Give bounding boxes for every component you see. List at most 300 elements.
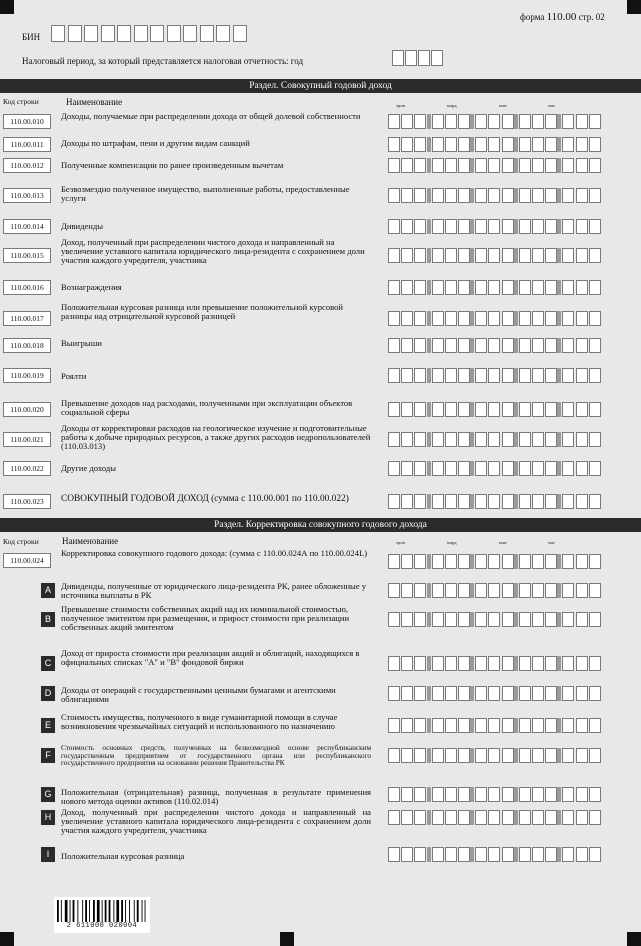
amount-digit-cell[interactable] [502, 847, 514, 862]
amount-digit-cell[interactable] [589, 847, 601, 862]
amount-digit-cell[interactable] [562, 402, 574, 417]
amount-digit-cell[interactable] [576, 656, 588, 671]
amount-digit-cell[interactable] [401, 787, 413, 802]
amount-digit-cell[interactable] [445, 432, 457, 447]
amount-digit-cell[interactable] [532, 810, 544, 825]
amount-digit-cell[interactable] [488, 368, 500, 383]
amount-digit-cell[interactable] [488, 461, 500, 476]
amount-digit-cell[interactable] [475, 847, 487, 862]
amount-digit-cell[interactable] [562, 748, 574, 763]
amount-digit-cell[interactable] [532, 461, 544, 476]
amount-digit-cell[interactable] [545, 612, 557, 627]
amount-digit-cell[interactable] [576, 158, 588, 173]
amount-digit-cell[interactable] [502, 114, 514, 129]
amount-digit-cell[interactable] [401, 114, 413, 129]
amount-digit-cell[interactable] [488, 787, 500, 802]
amount-digit-cell[interactable] [414, 188, 426, 203]
amount-digit-cell[interactable] [414, 402, 426, 417]
amount-digit-cell[interactable] [488, 248, 500, 263]
amount-digit-cell[interactable] [414, 461, 426, 476]
amount-digit-cell[interactable] [589, 248, 601, 263]
amount-digit-cell[interactable] [519, 158, 531, 173]
amount-digit-cell[interactable] [445, 583, 457, 598]
amount-digit-cell[interactable] [475, 188, 487, 203]
amount-digit-cell[interactable] [502, 248, 514, 263]
amount-digit-cell[interactable] [502, 219, 514, 234]
amount-digit-cell[interactable] [576, 494, 588, 509]
amount-digit-cell[interactable] [445, 338, 457, 353]
amount-digit-cell[interactable] [488, 114, 500, 129]
amount-digit-cell[interactable] [576, 810, 588, 825]
amount-digit-cell[interactable] [519, 612, 531, 627]
amount-digit-cell[interactable] [445, 718, 457, 733]
amount-digit-cell[interactable] [589, 280, 601, 295]
amount-digit-cell[interactable] [445, 494, 457, 509]
amount-digit-cell[interactable] [562, 114, 574, 129]
year-digit-cell[interactable] [392, 50, 404, 66]
amount-digit-cell[interactable] [532, 311, 544, 326]
amount-digit-cell[interactable] [502, 748, 514, 763]
amount-digit-cell[interactable] [445, 787, 457, 802]
amount-digit-cell[interactable] [532, 338, 544, 353]
amount-digit-cell[interactable] [502, 461, 514, 476]
amount-digit-cell[interactable] [502, 656, 514, 671]
amount-digit-cell[interactable] [401, 432, 413, 447]
bin-digit-cell[interactable] [101, 25, 115, 42]
amount-digit-cell[interactable] [432, 810, 444, 825]
amount-digit-cell[interactable] [488, 494, 500, 509]
amount-digit-cell[interactable] [458, 368, 470, 383]
amount-digit-cell[interactable] [562, 583, 574, 598]
amount-digit-cell[interactable] [519, 338, 531, 353]
amount-digit-cell[interactable] [519, 219, 531, 234]
amount-digit-cell[interactable] [532, 748, 544, 763]
bin-digit-cell[interactable] [84, 25, 98, 42]
amount-digit-cell[interactable] [519, 494, 531, 509]
amount-digit-cell[interactable] [445, 810, 457, 825]
amount-digit-cell[interactable] [545, 137, 557, 152]
amount-digit-cell[interactable] [388, 583, 400, 598]
amount-digit-cell[interactable] [576, 554, 588, 569]
amount-digit-cell[interactable] [475, 583, 487, 598]
amount-digit-cell[interactable] [458, 787, 470, 802]
amount-digit-cell[interactable] [432, 748, 444, 763]
amount-digit-cell[interactable] [589, 188, 601, 203]
amount-digit-cell[interactable] [488, 402, 500, 417]
amount-digit-cell[interactable] [532, 219, 544, 234]
amount-digit-cell[interactable] [475, 787, 487, 802]
amount-digit-cell[interactable] [519, 787, 531, 802]
amount-digit-cell[interactable] [519, 461, 531, 476]
amount-digit-cell[interactable] [545, 810, 557, 825]
amount-digit-cell[interactable] [576, 219, 588, 234]
amount-digit-cell[interactable] [545, 554, 557, 569]
amount-digit-cell[interactable] [445, 554, 457, 569]
amount-digit-cell[interactable] [388, 137, 400, 152]
amount-digit-cell[interactable] [502, 494, 514, 509]
amount-digit-cell[interactable] [432, 656, 444, 671]
amount-digit-cell[interactable] [589, 432, 601, 447]
amount-digit-cell[interactable] [532, 612, 544, 627]
amount-digit-cell[interactable] [445, 847, 457, 862]
amount-digit-cell[interactable] [414, 137, 426, 152]
amount-digit-cell[interactable] [519, 188, 531, 203]
amount-digit-cell[interactable] [432, 718, 444, 733]
amount-digit-cell[interactable] [589, 311, 601, 326]
amount-digit-cell[interactable] [576, 847, 588, 862]
amount-digit-cell[interactable] [502, 137, 514, 152]
amount-digit-cell[interactable] [545, 583, 557, 598]
amount-digit-cell[interactable] [562, 432, 574, 447]
amount-digit-cell[interactable] [445, 402, 457, 417]
amount-digit-cell[interactable] [488, 311, 500, 326]
amount-digit-cell[interactable] [432, 219, 444, 234]
amount-digit-cell[interactable] [432, 787, 444, 802]
amount-digit-cell[interactable] [589, 114, 601, 129]
amount-digit-cell[interactable] [475, 137, 487, 152]
amount-digit-cell[interactable] [432, 494, 444, 509]
amount-digit-cell[interactable] [589, 368, 601, 383]
amount-digit-cell[interactable] [576, 114, 588, 129]
amount-digit-cell[interactable] [445, 188, 457, 203]
amount-digit-cell[interactable] [488, 280, 500, 295]
amount-digit-cell[interactable] [576, 280, 588, 295]
amount-digit-cell[interactable] [519, 583, 531, 598]
amount-digit-cell[interactable] [589, 402, 601, 417]
amount-digit-cell[interactable] [388, 554, 400, 569]
amount-digit-cell[interactable] [502, 583, 514, 598]
amount-digit-cell[interactable] [576, 402, 588, 417]
amount-digit-cell[interactable] [502, 612, 514, 627]
amount-digit-cell[interactable] [562, 787, 574, 802]
amount-digit-cell[interactable] [458, 686, 470, 701]
amount-digit-cell[interactable] [532, 248, 544, 263]
amount-digit-cell[interactable] [445, 114, 457, 129]
amount-digit-cell[interactable] [414, 368, 426, 383]
amount-digit-cell[interactable] [562, 311, 574, 326]
amount-digit-cell[interactable] [414, 847, 426, 862]
amount-digit-cell[interactable] [475, 461, 487, 476]
amount-digit-cell[interactable] [445, 656, 457, 671]
amount-digit-cell[interactable] [432, 554, 444, 569]
amount-digit-cell[interactable] [488, 432, 500, 447]
amount-digit-cell[interactable] [532, 554, 544, 569]
bin-digit-cell[interactable] [134, 25, 148, 42]
amount-digit-cell[interactable] [475, 248, 487, 263]
amount-digit-cell[interactable] [432, 338, 444, 353]
amount-digit-cell[interactable] [414, 248, 426, 263]
year-digit-cell[interactable] [405, 50, 417, 66]
amount-digit-cell[interactable] [414, 787, 426, 802]
amount-digit-cell[interactable] [414, 114, 426, 129]
amount-digit-cell[interactable] [562, 847, 574, 862]
amount-digit-cell[interactable] [576, 686, 588, 701]
amount-digit-cell[interactable] [519, 137, 531, 152]
amount-digit-cell[interactable] [589, 583, 601, 598]
amount-digit-cell[interactable] [488, 338, 500, 353]
bin-digit-cell[interactable] [183, 25, 197, 42]
amount-digit-cell[interactable] [388, 847, 400, 862]
amount-digit-cell[interactable] [502, 686, 514, 701]
amount-digit-cell[interactable] [388, 432, 400, 447]
amount-digit-cell[interactable] [545, 338, 557, 353]
amount-digit-cell[interactable] [388, 461, 400, 476]
amount-digit-cell[interactable] [576, 461, 588, 476]
amount-digit-cell[interactable] [502, 280, 514, 295]
bin-digit-cell[interactable] [68, 25, 82, 42]
amount-digit-cell[interactable] [532, 114, 544, 129]
amount-digit-cell[interactable] [475, 311, 487, 326]
amount-digit-cell[interactable] [562, 188, 574, 203]
amount-digit-cell[interactable] [589, 494, 601, 509]
amount-digit-cell[interactable] [488, 847, 500, 862]
amount-digit-cell[interactable] [445, 311, 457, 326]
amount-digit-cell[interactable] [414, 612, 426, 627]
amount-digit-cell[interactable] [562, 718, 574, 733]
amount-digit-cell[interactable] [562, 461, 574, 476]
bin-digit-cell[interactable] [233, 25, 247, 42]
amount-digit-cell[interactable] [401, 368, 413, 383]
amount-digit-cell[interactable] [502, 338, 514, 353]
amount-digit-cell[interactable] [562, 656, 574, 671]
year-digit-cell[interactable] [431, 50, 443, 66]
amount-digit-cell[interactable] [445, 248, 457, 263]
amount-digit-cell[interactable] [502, 402, 514, 417]
amount-digit-cell[interactable] [488, 554, 500, 569]
amount-digit-cell[interactable] [576, 368, 588, 383]
amount-digit-cell[interactable] [589, 461, 601, 476]
amount-digit-cell[interactable] [589, 158, 601, 173]
amount-digit-cell[interactable] [502, 158, 514, 173]
amount-digit-cell[interactable] [388, 718, 400, 733]
amount-digit-cell[interactable] [401, 248, 413, 263]
amount-digit-cell[interactable] [532, 402, 544, 417]
amount-digit-cell[interactable] [532, 137, 544, 152]
amount-digit-cell[interactable] [458, 158, 470, 173]
amount-digit-cell[interactable] [401, 656, 413, 671]
amount-digit-cell[interactable] [562, 686, 574, 701]
amount-digit-cell[interactable] [488, 612, 500, 627]
amount-digit-cell[interactable] [502, 311, 514, 326]
amount-digit-cell[interactable] [401, 280, 413, 295]
amount-digit-cell[interactable] [401, 188, 413, 203]
amount-digit-cell[interactable] [401, 137, 413, 152]
amount-digit-cell[interactable] [562, 494, 574, 509]
amount-digit-cell[interactable] [388, 188, 400, 203]
amount-digit-cell[interactable] [475, 810, 487, 825]
amount-digit-cell[interactable] [458, 311, 470, 326]
amount-digit-cell[interactable] [532, 280, 544, 295]
amount-digit-cell[interactable] [502, 432, 514, 447]
amount-digit-cell[interactable] [458, 338, 470, 353]
amount-digit-cell[interactable] [401, 748, 413, 763]
amount-digit-cell[interactable] [502, 368, 514, 383]
amount-digit-cell[interactable] [401, 461, 413, 476]
amount-digit-cell[interactable] [388, 612, 400, 627]
amount-digit-cell[interactable] [458, 461, 470, 476]
amount-digit-cell[interactable] [388, 656, 400, 671]
amount-digit-cell[interactable] [532, 494, 544, 509]
amount-digit-cell[interactable] [545, 748, 557, 763]
amount-digit-cell[interactable] [414, 686, 426, 701]
amount-digit-cell[interactable] [576, 137, 588, 152]
amount-digit-cell[interactable] [488, 748, 500, 763]
amount-digit-cell[interactable] [532, 686, 544, 701]
amount-digit-cell[interactable] [475, 494, 487, 509]
amount-digit-cell[interactable] [519, 248, 531, 263]
amount-digit-cell[interactable] [388, 686, 400, 701]
amount-digit-cell[interactable] [432, 114, 444, 129]
amount-digit-cell[interactable] [414, 748, 426, 763]
amount-digit-cell[interactable] [458, 554, 470, 569]
amount-digit-cell[interactable] [545, 847, 557, 862]
amount-digit-cell[interactable] [401, 847, 413, 862]
amount-digit-cell[interactable] [401, 494, 413, 509]
amount-digit-cell[interactable] [562, 248, 574, 263]
amount-digit-cell[interactable] [458, 718, 470, 733]
amount-digit-cell[interactable] [458, 847, 470, 862]
amount-digit-cell[interactable] [414, 554, 426, 569]
amount-digit-cell[interactable] [488, 810, 500, 825]
amount-digit-cell[interactable] [519, 847, 531, 862]
amount-digit-cell[interactable] [458, 114, 470, 129]
amount-digit-cell[interactable] [532, 847, 544, 862]
amount-digit-cell[interactable] [432, 583, 444, 598]
amount-digit-cell[interactable] [532, 656, 544, 671]
amount-digit-cell[interactable] [532, 188, 544, 203]
amount-digit-cell[interactable] [401, 718, 413, 733]
amount-digit-cell[interactable] [545, 461, 557, 476]
amount-digit-cell[interactable] [414, 583, 426, 598]
amount-digit-cell[interactable] [589, 554, 601, 569]
amount-digit-cell[interactable] [519, 311, 531, 326]
amount-digit-cell[interactable] [545, 158, 557, 173]
amount-digit-cell[interactable] [519, 748, 531, 763]
amount-digit-cell[interactable] [545, 219, 557, 234]
amount-digit-cell[interactable] [432, 686, 444, 701]
amount-digit-cell[interactable] [475, 280, 487, 295]
amount-digit-cell[interactable] [388, 248, 400, 263]
amount-digit-cell[interactable] [475, 718, 487, 733]
amount-digit-cell[interactable] [576, 583, 588, 598]
amount-digit-cell[interactable] [458, 612, 470, 627]
amount-digit-cell[interactable] [388, 368, 400, 383]
amount-digit-cell[interactable] [401, 686, 413, 701]
amount-digit-cell[interactable] [401, 612, 413, 627]
amount-digit-cell[interactable] [445, 686, 457, 701]
amount-digit-cell[interactable] [532, 718, 544, 733]
amount-digit-cell[interactable] [562, 612, 574, 627]
amount-digit-cell[interactable] [401, 338, 413, 353]
amount-digit-cell[interactable] [519, 686, 531, 701]
amount-digit-cell[interactable] [502, 188, 514, 203]
amount-digit-cell[interactable] [432, 461, 444, 476]
amount-digit-cell[interactable] [589, 810, 601, 825]
amount-digit-cell[interactable] [475, 114, 487, 129]
amount-digit-cell[interactable] [432, 612, 444, 627]
amount-digit-cell[interactable] [414, 718, 426, 733]
amount-digit-cell[interactable] [432, 432, 444, 447]
amount-digit-cell[interactable] [388, 494, 400, 509]
amount-digit-cell[interactable] [414, 494, 426, 509]
amount-digit-cell[interactable] [562, 554, 574, 569]
amount-digit-cell[interactable] [475, 656, 487, 671]
amount-digit-cell[interactable] [432, 280, 444, 295]
amount-digit-cell[interactable] [519, 718, 531, 733]
amount-digit-cell[interactable] [562, 280, 574, 295]
amount-digit-cell[interactable] [532, 787, 544, 802]
bin-digit-cell[interactable] [216, 25, 230, 42]
amount-digit-cell[interactable] [589, 718, 601, 733]
amount-digit-cell[interactable] [475, 368, 487, 383]
amount-digit-cell[interactable] [488, 219, 500, 234]
amount-digit-cell[interactable] [445, 219, 457, 234]
amount-digit-cell[interactable] [445, 748, 457, 763]
amount-digit-cell[interactable] [401, 219, 413, 234]
bin-digit-cell[interactable] [117, 25, 131, 42]
amount-digit-cell[interactable] [475, 748, 487, 763]
amount-digit-cell[interactable] [401, 583, 413, 598]
amount-digit-cell[interactable] [545, 432, 557, 447]
amount-digit-cell[interactable] [458, 494, 470, 509]
amount-digit-cell[interactable] [458, 188, 470, 203]
amount-digit-cell[interactable] [576, 311, 588, 326]
bin-digit-cell[interactable] [51, 25, 65, 42]
amount-digit-cell[interactable] [576, 612, 588, 627]
amount-digit-cell[interactable] [401, 810, 413, 825]
amount-digit-cell[interactable] [458, 402, 470, 417]
amount-digit-cell[interactable] [502, 718, 514, 733]
amount-digit-cell[interactable] [432, 188, 444, 203]
amount-digit-cell[interactable] [545, 402, 557, 417]
amount-digit-cell[interactable] [458, 432, 470, 447]
amount-digit-cell[interactable] [388, 311, 400, 326]
amount-digit-cell[interactable] [562, 810, 574, 825]
amount-digit-cell[interactable] [576, 248, 588, 263]
amount-digit-cell[interactable] [458, 137, 470, 152]
amount-digit-cell[interactable] [475, 158, 487, 173]
amount-digit-cell[interactable] [488, 718, 500, 733]
bin-digit-cell[interactable] [150, 25, 164, 42]
amount-digit-cell[interactable] [532, 432, 544, 447]
amount-digit-cell[interactable] [458, 219, 470, 234]
amount-digit-cell[interactable] [545, 656, 557, 671]
amount-digit-cell[interactable] [488, 188, 500, 203]
amount-digit-cell[interactable] [401, 311, 413, 326]
amount-digit-cell[interactable] [545, 188, 557, 203]
amount-digit-cell[interactable] [519, 368, 531, 383]
amount-digit-cell[interactable] [589, 219, 601, 234]
amount-digit-cell[interactable] [519, 280, 531, 295]
amount-digit-cell[interactable] [519, 656, 531, 671]
amount-digit-cell[interactable] [458, 280, 470, 295]
amount-digit-cell[interactable] [388, 810, 400, 825]
amount-digit-cell[interactable] [432, 368, 444, 383]
amount-digit-cell[interactable] [502, 554, 514, 569]
amount-digit-cell[interactable] [532, 368, 544, 383]
amount-digit-cell[interactable] [576, 338, 588, 353]
amount-digit-cell[interactable] [576, 787, 588, 802]
amount-digit-cell[interactable] [388, 158, 400, 173]
amount-digit-cell[interactable] [519, 402, 531, 417]
amount-digit-cell[interactable] [414, 219, 426, 234]
amount-digit-cell[interactable] [589, 686, 601, 701]
amount-digit-cell[interactable] [589, 137, 601, 152]
amount-digit-cell[interactable] [388, 338, 400, 353]
amount-digit-cell[interactable] [545, 494, 557, 509]
amount-digit-cell[interactable] [458, 248, 470, 263]
amount-digit-cell[interactable] [545, 686, 557, 701]
